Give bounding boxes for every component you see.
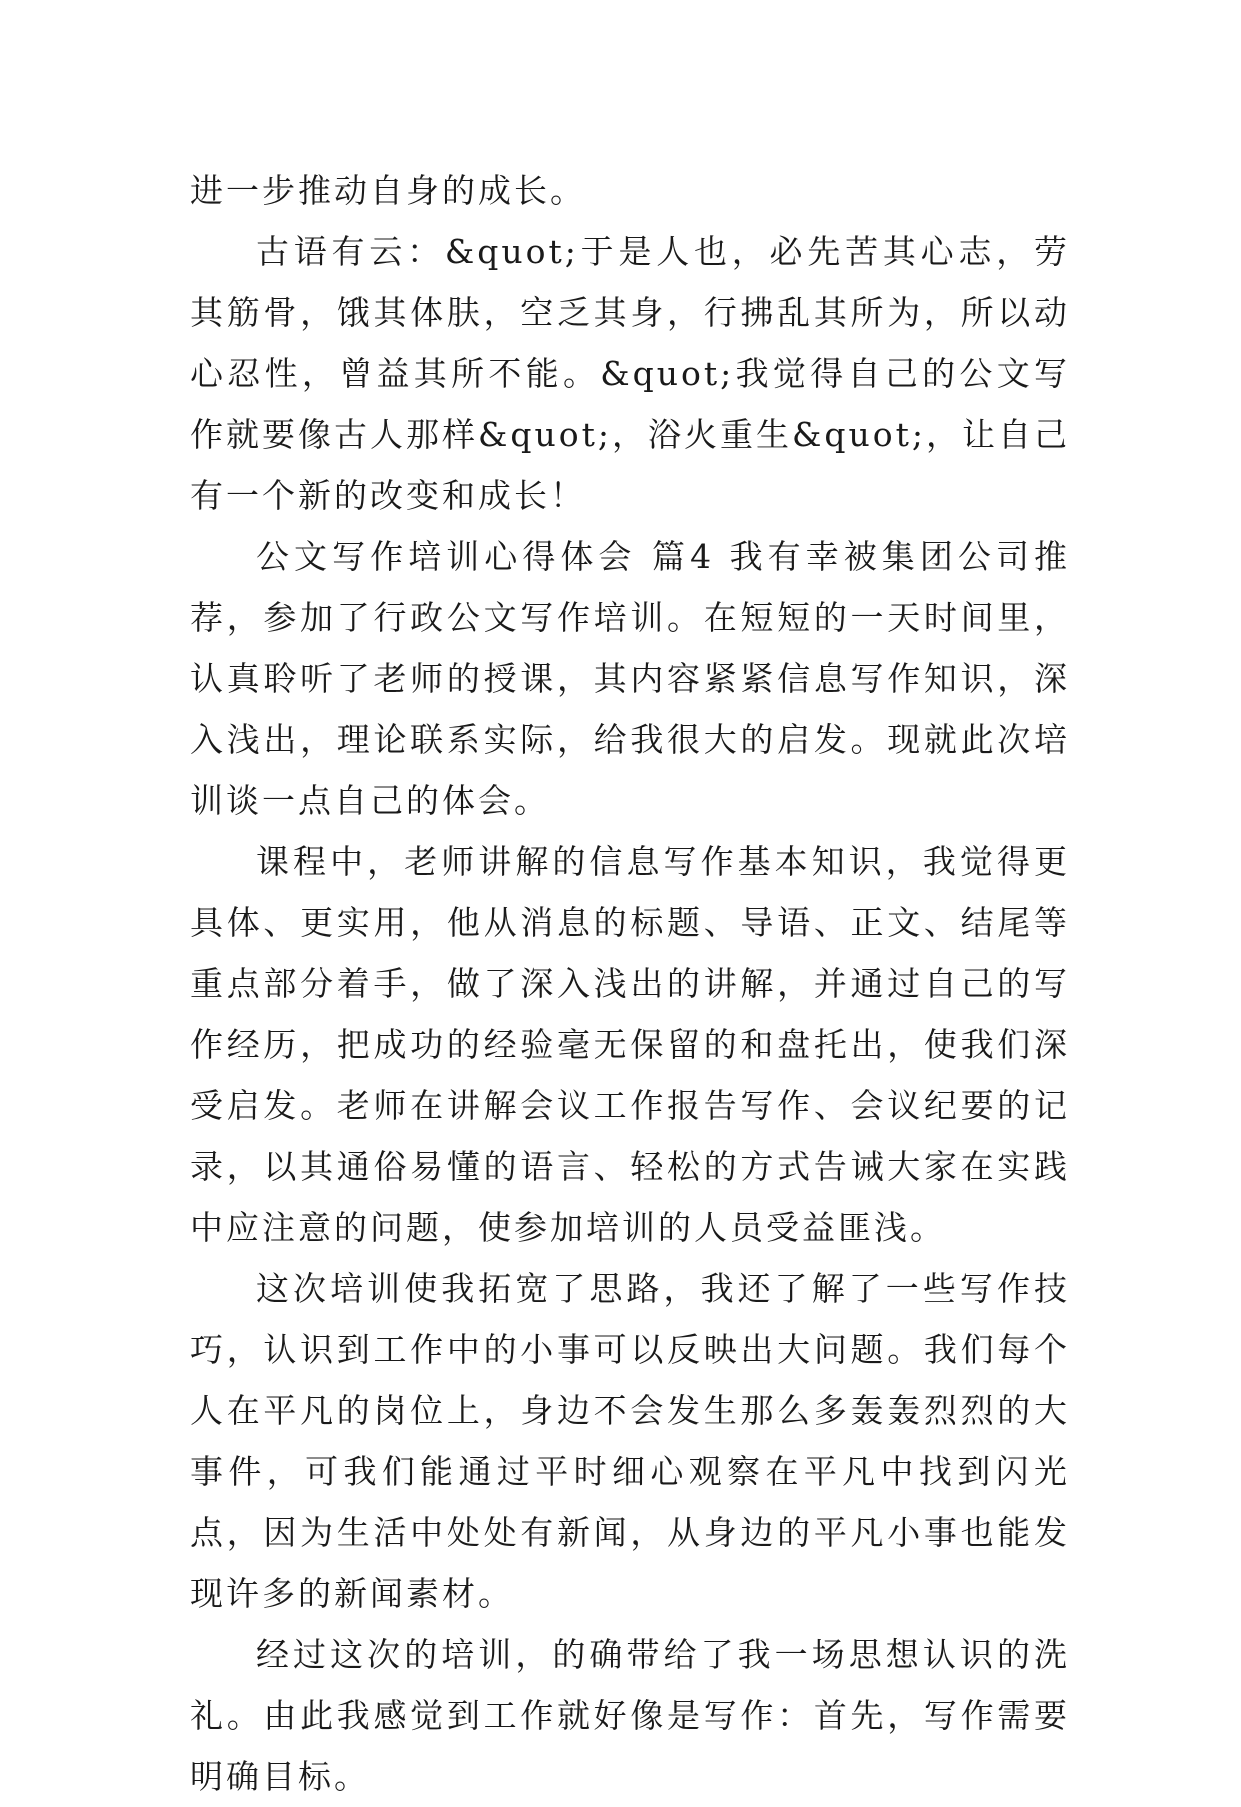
paragraph-ancient-quote: 古语有云：&quot;于是人也，必先苦其心志，劳其筋骨，饿其体肤，空乏其身，行拂乱其所为，所以动心忍性，曾益其所不能。&quot;我觉得自己的公文写作就要像古人那样&quot;，浴火重生&quot;，让自己有一个新的改变和成长！: [190, 232, 1070, 515]
paragraph-broadened-thinking: 这次培训使我拓宽了思路，我还了解了一些写作技巧，认识到工作中的小事可以反映出大问题。我们每个人在平凡的岗位上，身边不会发生那么多轰轰烈烈的大事件，可我们能通过平时细心观察在平凡中找到闪光点，因为生活中处处有新闻，从身边的平凡小事也能发现许多的新闻素材。: [190, 1269, 1070, 1613]
paragraph-continuation: 进一步推动自身的成长。: [190, 171, 586, 210]
document-body: [190, 160, 1070, 1807]
paragraph-section-4-intro: 公文写作培训心得体会 篇4 我有幸被集团公司推荐，参加了行政公文写作培训。在短短的一天时间里，认真聆听了老师的授课，其内容紧紧信息写作知识，深入浅出，理论联系实际，给我很大的启发。现就此次培训谈一点自己的体会。: [190, 537, 1070, 820]
paragraph-training-reflection: 经过这次的培训，的确带给了我一场思想认识的洗礼。由此我感觉到工作就好像是写作：首先，写作需要明确目标。: [190, 1635, 1070, 1796]
paragraph-course-content: 课程中，老师讲解的信息写作基本知识，我觉得更具体、更实用，他从消息的标题、导语、正文、结尾等重点部分着手，做了深入浅出的讲解，并通过自己的写作经历，把成功的经验毫无保留的和盘托出，使我们深受启发。老师在讲解会议工作报告写作、会议纪要的记录，以其通俗易懂的语言、轻松的方式告诫大家在实践中应注意的问题，使参加培训的人员受益匪浅。: [190, 842, 1070, 1247]
